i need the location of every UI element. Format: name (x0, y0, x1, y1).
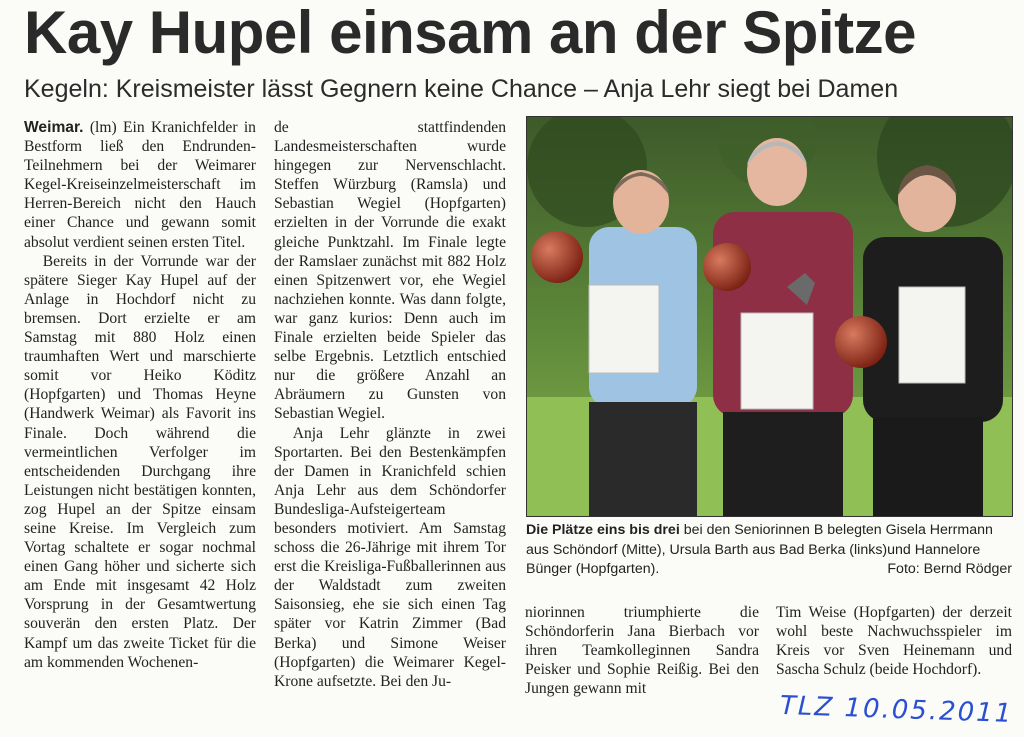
group-photo-icon (527, 117, 1012, 516)
caption-text: bei den Seniorinnen B belegten Gisela Herrmann aus Schöndorf (Mitte), Ursula Barth aus Bad Berka (links)und Hannelore Bünger (Hopfgarten). (526, 522, 993, 577)
article-column-4 (776, 603, 1012, 697)
photo-caption (526, 521, 1012, 580)
dateline: Weimar. (24, 119, 84, 136)
photo-credit: Foto: Bernd Rödger (887, 561, 1012, 577)
paragraph (24, 118, 256, 252)
paragraph: niorinnen triumphierte die Schöndorferin Jana Bierbach vor ihren Teamkolleginnen Sandra Peisker und Sophie Reißig. Bei den Jungen gewann mit (525, 604, 759, 697)
article-photo (526, 116, 1013, 517)
article-subheadline: Kegeln: Kreismeister lässt Gegnern keine Chance – Anja Lehr siegt bei Damen (24, 75, 899, 103)
caption-lead: Die Plätze eins bis drei (526, 522, 680, 538)
paragraph: de stattfindenden Landesmeisterschaften wurde hingegen zur Nervenschlacht. Steffen Würzburg (Ramsla) und Sebastian Wegiel (Hopfgarten) erzielten in der Vorrunde die exakt gleiche Punktzahl. Im Finale legte der Ramslaer zunächst mit 882 Holz einen Spitzenwert vor, ehe Wegiel nachziehen konnte. Was dann folgte, war ganz kurios: Denn auch im Finale erzielten beide Spieler das selbe Ergebnis. Letztlich entschied nur die größere Anzahl an Abräumern zu Gunsten von Sebastian Wegiel. (274, 119, 506, 423)
article-headline: Kay Hupel einsam an der Spitze (24, 0, 916, 66)
paragraph-text: (lm) Ein Kranichfelder in Bestform ließ den Endrunden-Teilnehmern bei der Weimarer Kegel-Kreiseinzelmeisterschaft im Herren-Bereich nicht den Hauch einer Chance und gewann somit absolut verdient seinen ersten Titel. (24, 119, 256, 251)
handwritten-date-annotation: TLZ 10.05.2011 (779, 690, 1014, 730)
article-column-1 (24, 118, 256, 700)
paragraph: Bereits in der Vorrunde war der spätere Sieger Kay Hupel auf der Anlage in Hochdorf nicht zu bremsen. Dort erzielte er am Samstag mit 880 Holz einen traumhaften Wert und marschierte somit vor Heiko Köditz (Hopfgarten) und Thomas Heyne (Handwerk Weimar) als Favorit ins Finale. Doch während die vermeintlichen Verfolger im entscheidenden Durchgang ihre Leistungen nicht bestätigen konnten, zog Hupel an der Spitze einsam seine Kreise. Im Vergleich zum Vortag schaltete er sogar nochmal einen Gang höher und sicherte sich am Ende mit insgesamt 42 Holz Vorsprung in der Gesamtwertung souverän den ersten Platz. Der Kampf um das zweite Ticket für die am kommenden Wochenen- (24, 252, 256, 671)
article-column-2 (274, 118, 506, 700)
paragraph: Anja Lehr glänzte in zwei Sportarten. Bei den Bestenkämpfen der Damen in Kranichfeld schien Anja Lehr aus dem Schöndorfer Bundesliga-Aufsteigerteam besonders motiviert. Am Samstag schoss die 26-Jährige mit ihrem Tor erst die Kreisliga-Fußballerinnen aus der Waldstadt zum zweiten Saisonsieg, ehe sie sich einen Tag später vor Katrin Zimmer (Bad Berka) und Simone Weiser (Hopfgarten) die Weimarer Kegel-Krone aufsetzte. Bei den Ju- (274, 424, 506, 690)
paragraph: Tim Weise (Hopfgarten) der derzeit wohl beste Nachwuchsspieler im Kreis vor Sven Heinemann und Sascha Schulz (beide Hochdorf). (776, 604, 1012, 679)
article-column-3 (525, 603, 759, 697)
